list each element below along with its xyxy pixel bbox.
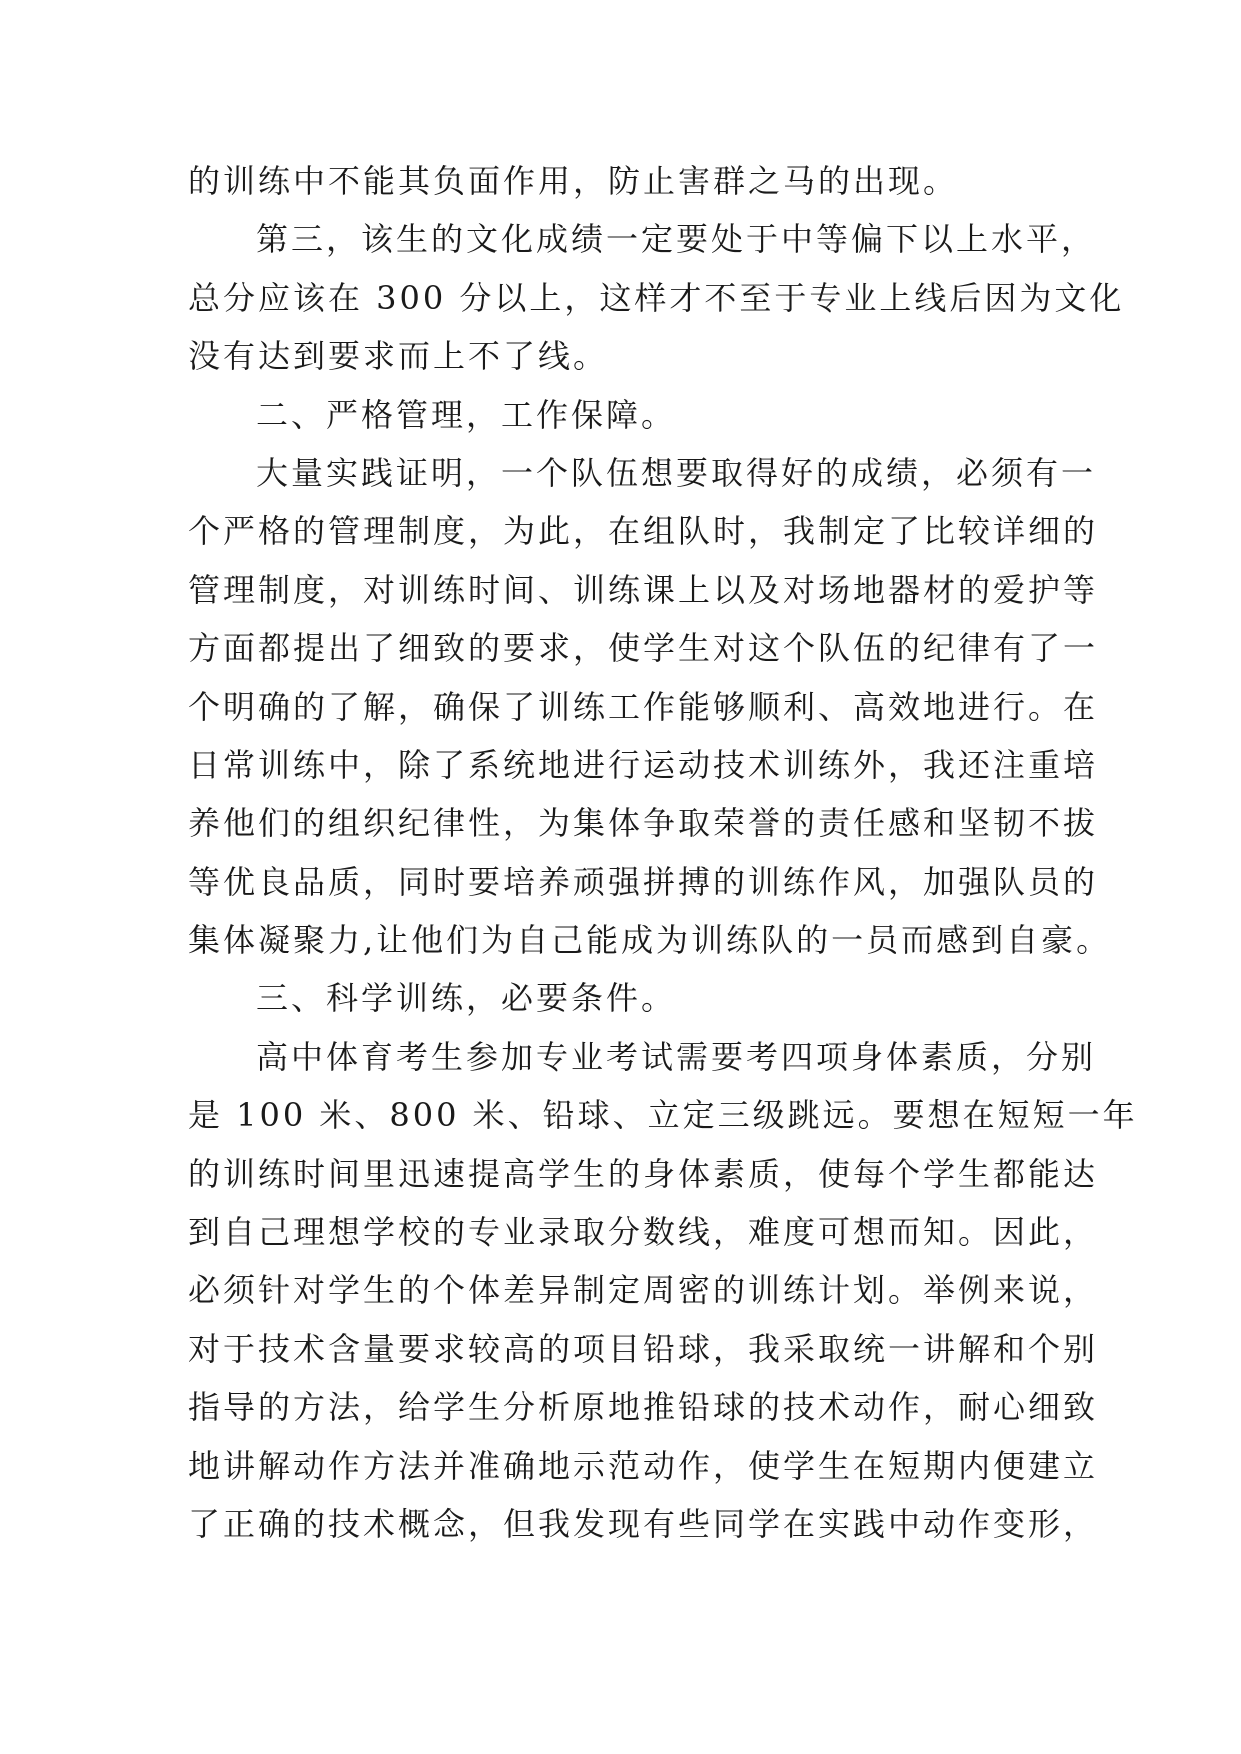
- text-line: 等优良品质，同时要培养顽强拼搏的训练作风，加强队员的: [188, 862, 1099, 901]
- text-line: 养他们的组织纪律性，为集体争取荣誉的责任感和坚韧不拔: [188, 804, 1099, 843]
- text-line: 二、严格管理，工作保障。: [256, 395, 677, 434]
- text-line: 个严格的管理制度，为此，在组队时，我制定了比较详细的: [188, 512, 1099, 551]
- text-line: 大量实践证明，一个队伍想要取得好的成绩，必须有一: [256, 453, 1097, 492]
- text-line: 管理制度，对训练时间、训练课上以及对场地器材的爱护等: [188, 570, 1099, 609]
- text-line: 了正确的技术概念，但我发现有些同学在实践中动作变形，: [188, 1504, 1099, 1543]
- text-line: 三、科学训练，必要条件。: [256, 979, 677, 1018]
- text-line: 到自己理想学校的专业录取分数线，难度可想而知。因此，: [188, 1213, 1099, 1252]
- text-line: 集体凝聚力,让他们为自己能成为训练队的一员而感到自豪。: [188, 921, 1112, 960]
- text-line: 是 100 米、800 米、铅球、立定三级跳远。要想在短短一年: [188, 1096, 1138, 1135]
- text-line: 的训练时间里迅速提高学生的身体素质，使每个学生都能达: [188, 1154, 1099, 1193]
- text-line: 没有达到要求而上不了线。: [188, 337, 609, 376]
- document-body: [188, 152, 1138, 1553]
- text-line: 对于技术含量要求较高的项目铅球，我采取统一讲解和个别: [188, 1329, 1099, 1368]
- text-line: 指导的方法，给学生分析原地推铅球的技术动作，耐心细致: [188, 1388, 1099, 1427]
- text-line: 的训练中不能其负面作用，防止害群之马的出现。: [188, 162, 959, 200]
- text-line: 第三，该生的文化成绩一定要处于中等偏下以上水平，: [256, 220, 1097, 259]
- text-line: 总分应该在 300 分以上，这样才不至于专业上线后因为文化: [188, 278, 1125, 317]
- text-line: 高中体育考生参加专业考试需要考四项身体素质，分别: [256, 1037, 1097, 1076]
- text-line: 必须针对学生的个体差异制定周密的训练计划。举例来说，: [188, 1271, 1099, 1310]
- text-line: 日常训练中，除了系统地进行运动技术训练外，我还注重培: [188, 745, 1099, 784]
- text-line: 地讲解动作方法并准确地示范动作，使学生在短期内便建立: [188, 1446, 1099, 1485]
- text-line: 个明确的了解，确保了训练工作能够顺利、高效地进行。在: [188, 687, 1099, 726]
- text-line: 方面都提出了细致的要求，使学生对这个队伍的纪律有了一: [188, 629, 1099, 668]
